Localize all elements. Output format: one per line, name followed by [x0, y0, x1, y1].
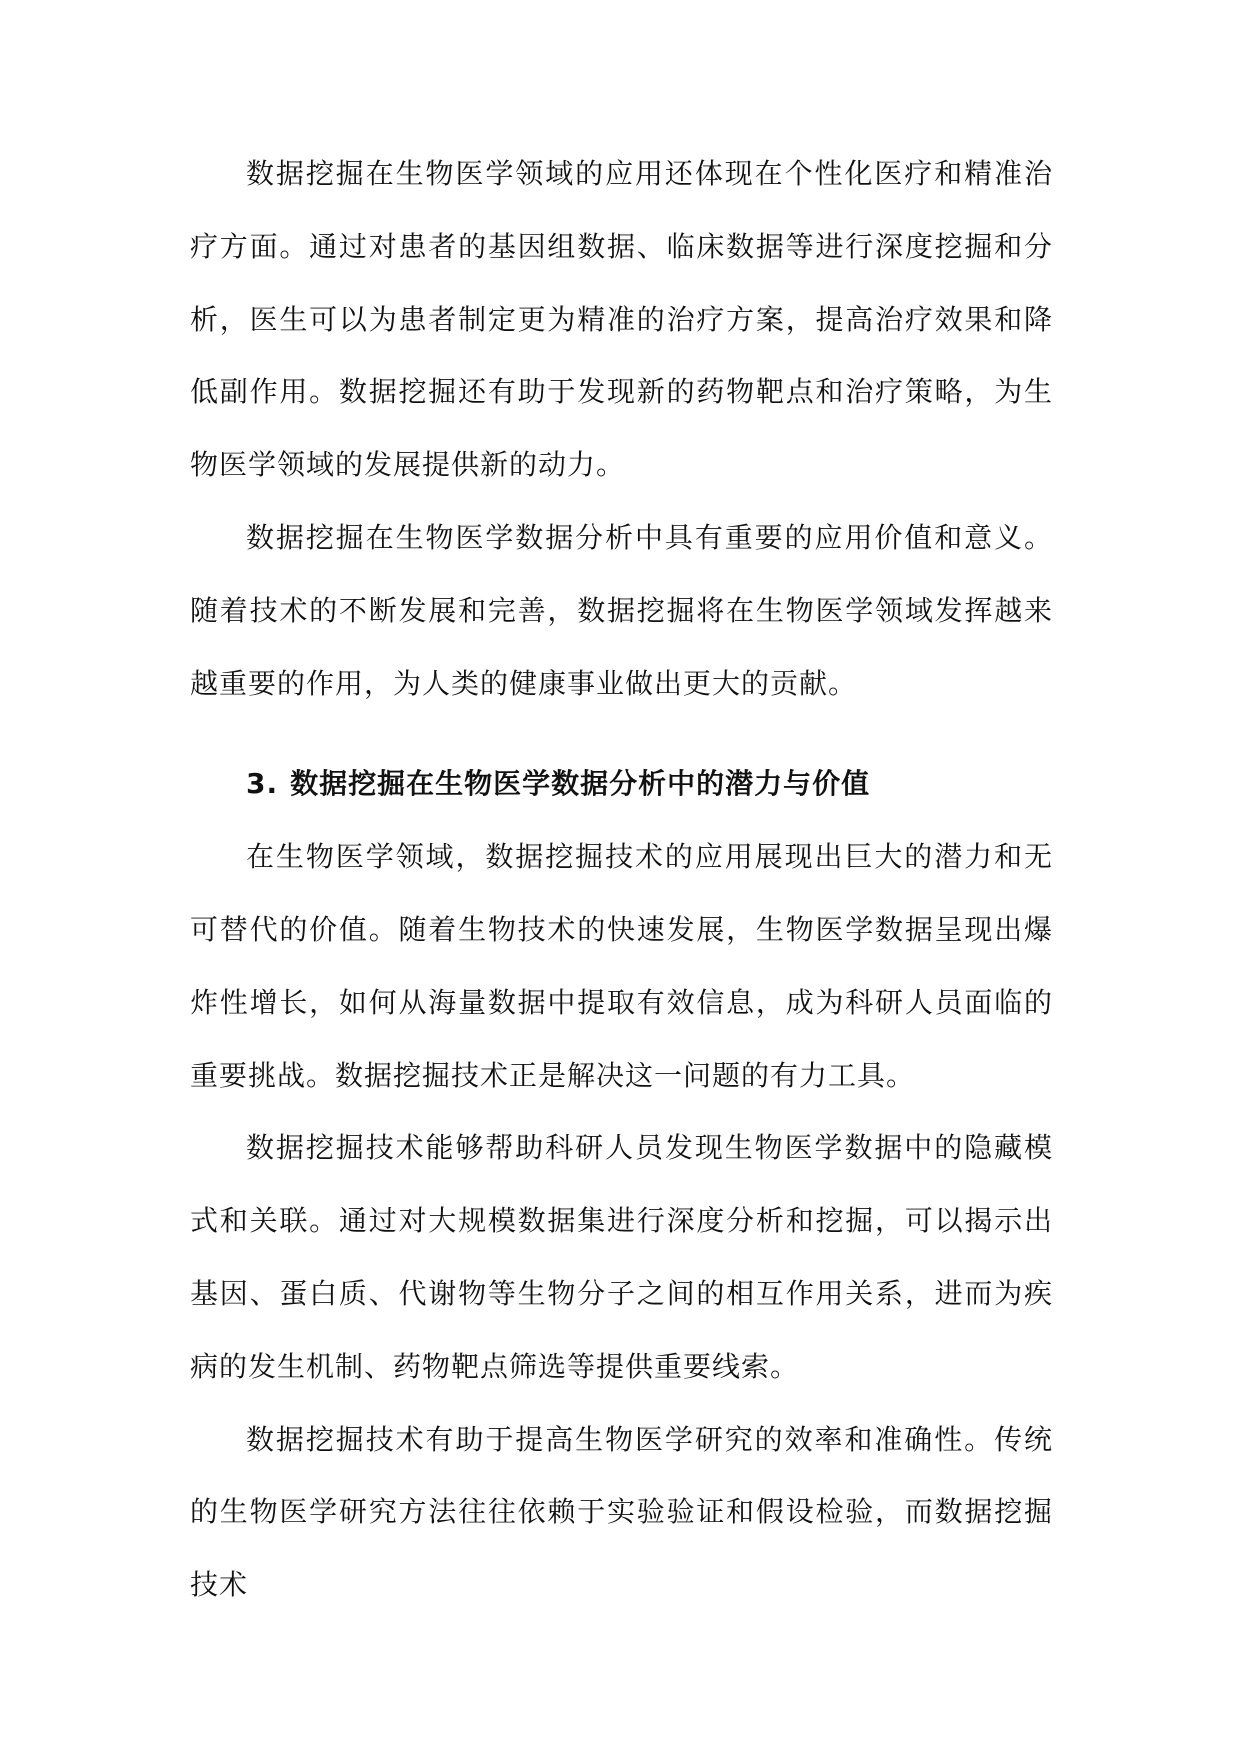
paragraph-precision-medicine: 数据挖掘在生物医学领域的应用还体现在个性化医疗和精准治疗方面。通过对患者的基因组数据、临床数据等进行深度挖掘和分析，医生可以为患者制定更为精准的治疗方案，提高治疗效果和降低副作用。数据挖掘还有助于发现新的药物靶点和治疗策略，为生物医学领域的发展提供新的动力。	[190, 157, 1053, 482]
document-body	[190, 138, 1053, 1622]
section-number: 3.	[246, 767, 279, 801]
section-heading	[190, 748, 1053, 821]
paragraph-application-value: 数据挖掘在生物医学数据分析中具有重要的应用价值和意义。随着技术的不断发展和完善，数据挖掘将在生物医学领域发挥越来越重要的作用，为人类的健康事业做出更大的贡献。	[190, 520, 1053, 700]
paragraph-efficiency: 数据挖掘技术有助于提高生物医学研究的效率和准确性。传统的生物医学研究方法往往依赖于实验验证和假设检验，而数据挖掘技术	[190, 1422, 1053, 1602]
paragraph-hidden-patterns: 数据挖掘技术能够帮助科研人员发现生物医学数据中的隐藏模式和关联。通过对大规模数据集进行深度分析和挖掘，可以揭示出基因、蛋白质、代谢物等生物分子之间的相互作用关系，进而为疾病的发生机制、药物靶点筛选等提供重要线索。	[190, 1131, 1053, 1383]
section-title: 数据挖掘在生物医学数据分析中的潜力与价值	[290, 767, 871, 801]
paragraph-potential: 在生物医学领域，数据挖掘技术的应用展现出巨大的潜力和无可替代的价值。随着生物技术的快速发展，生物医学数据呈现出爆炸性增长，如何从海量数据中提取有效信息，成为科研人员面临的重要挑战。数据挖掘技术正是解决这一问题的有力工具。	[190, 840, 1053, 1092]
